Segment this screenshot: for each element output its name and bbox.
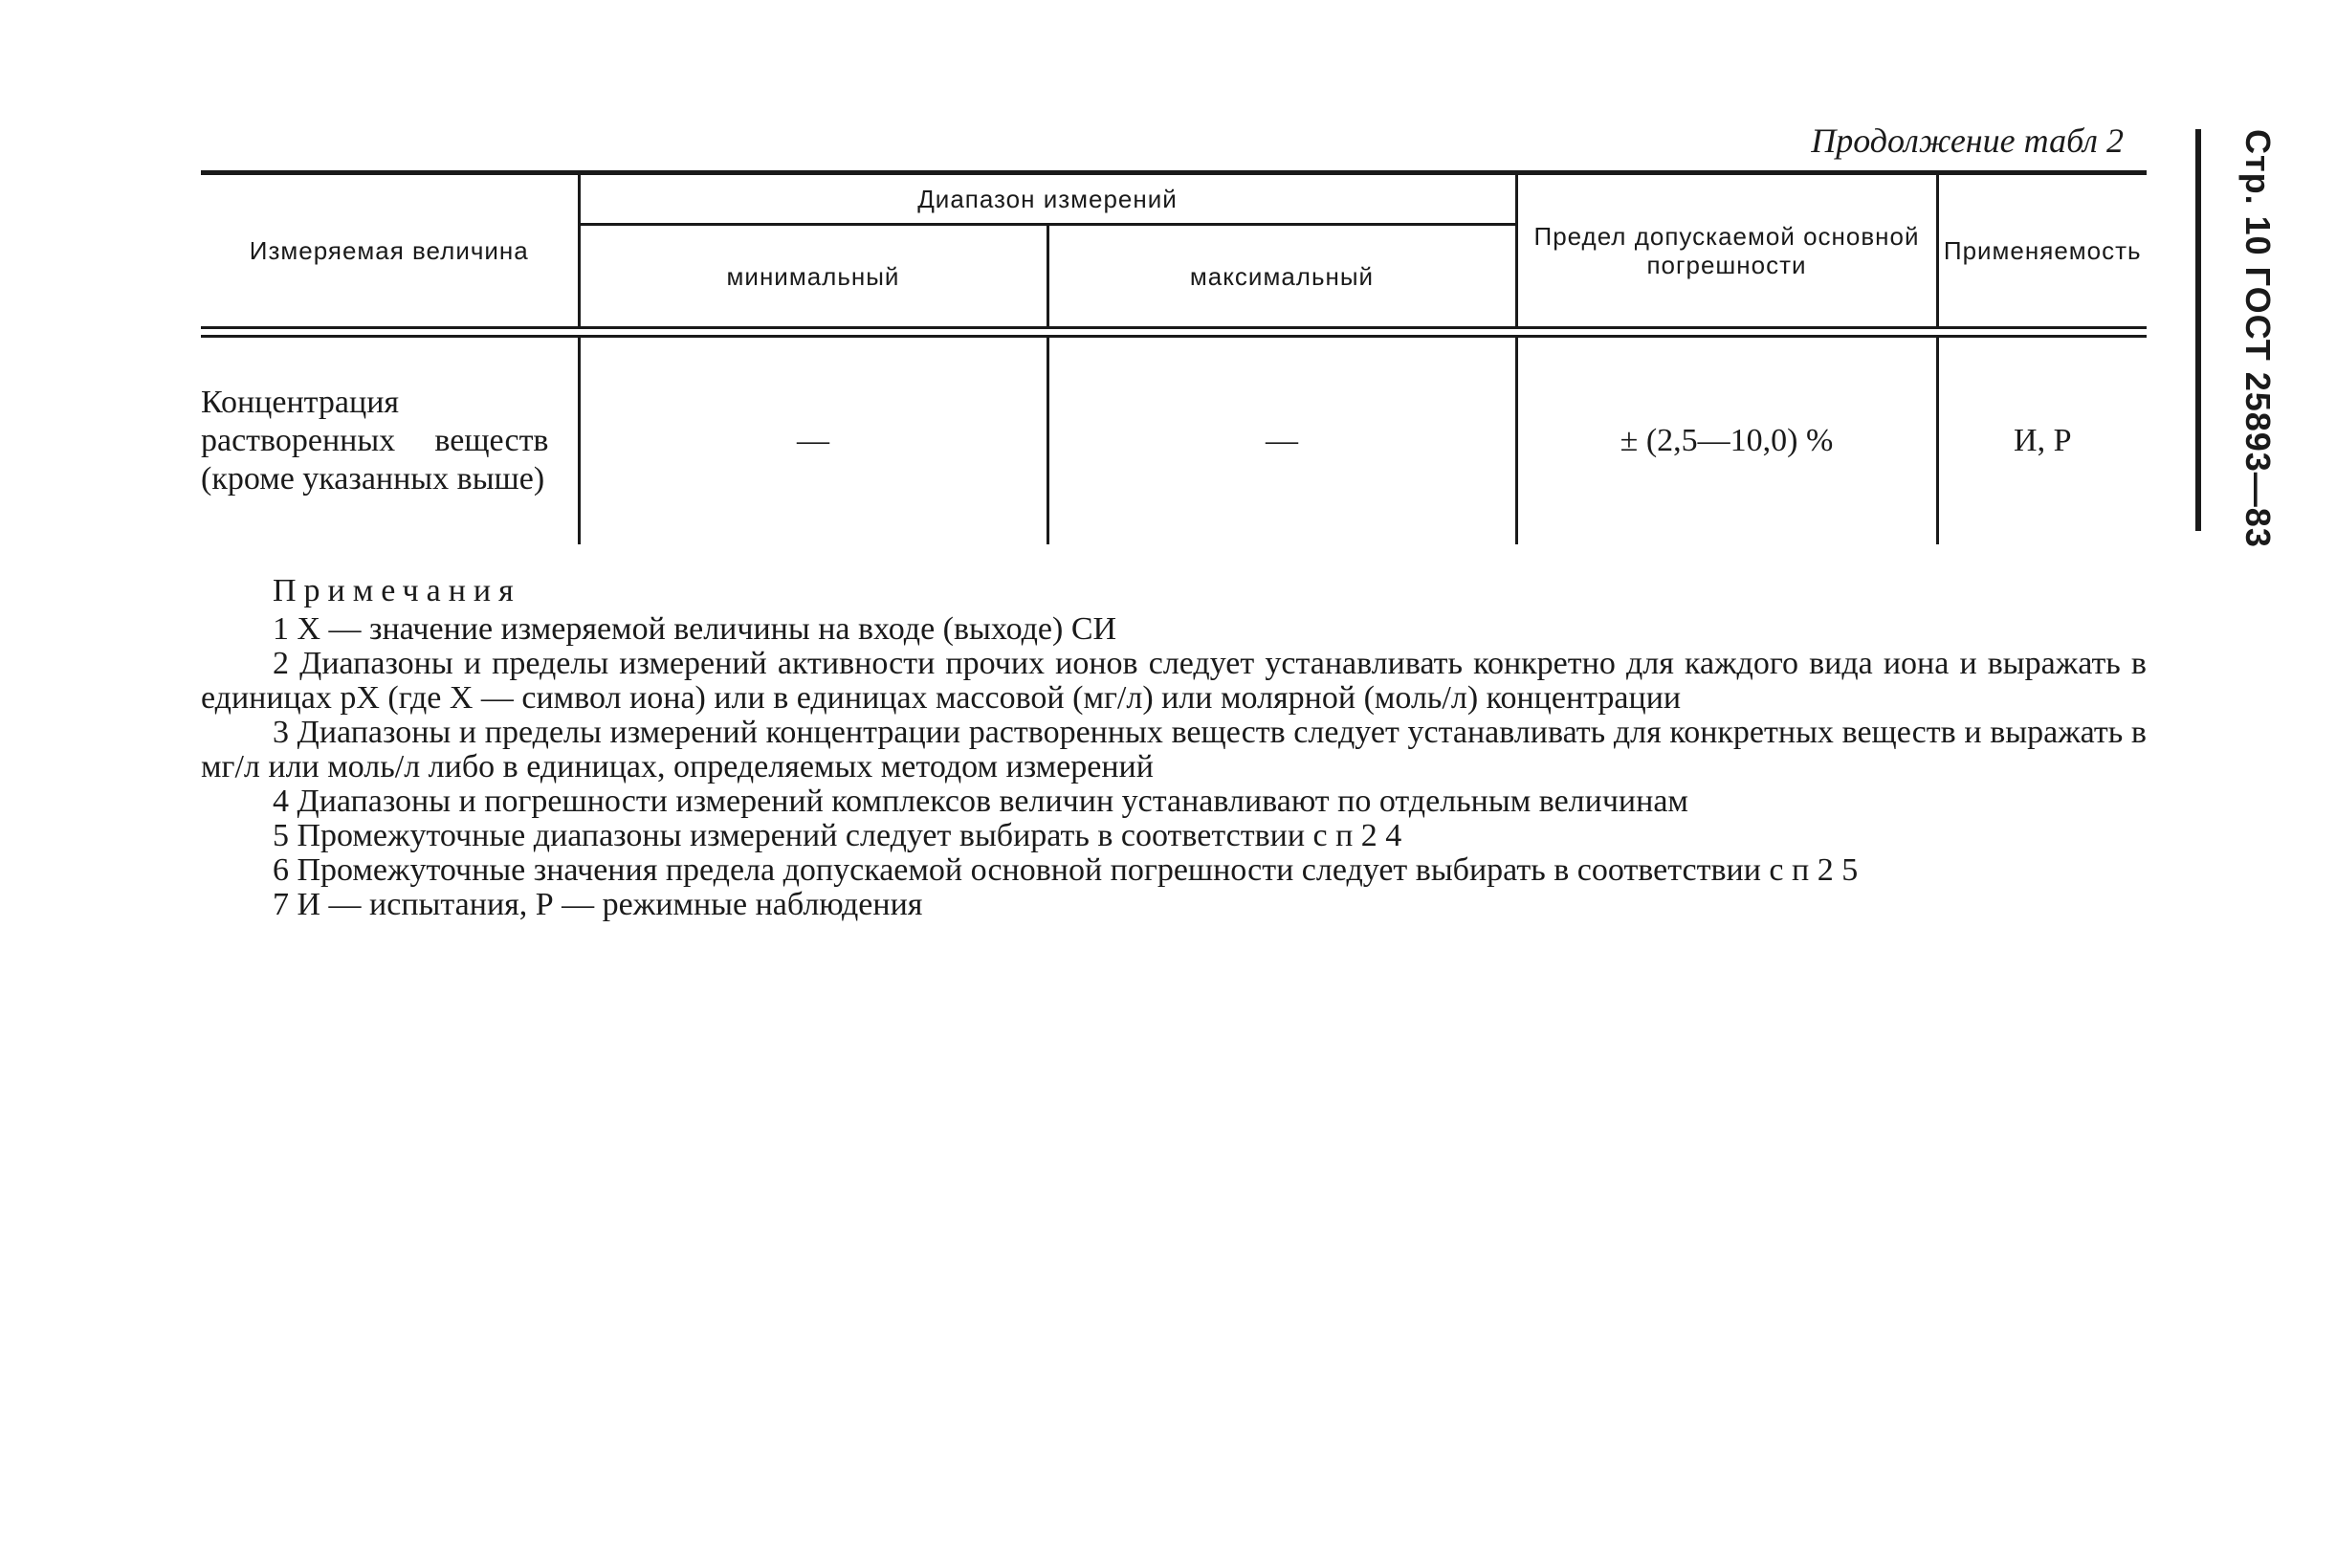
measurement-table	[201, 170, 2147, 544]
note-item: 3 Диапазоны и пределы измерений концентрации растворенных веществ следует устанавливать для конкретных веществ и выражать в мг/л или моль/л либо в единицах, определяемых методом измерений	[201, 715, 2147, 784]
note-item: 1 X — значение измеряемой величины на входе (выходе) СИ	[273, 611, 1117, 647]
table-row	[201, 337, 2147, 545]
cell-applicability: И, Р	[1937, 337, 2147, 545]
cell-minimum: —	[579, 337, 1047, 545]
note-item: 5 Промежуточные диапазоны измерений следует выбирать в соответствии с п 2 4	[273, 818, 1402, 853]
note-item: 6 Промежуточные значения предела допускаемой основной погрешности следует выбирать в соответствии с п 2 5	[273, 852, 1859, 888]
header-double-rule	[201, 328, 2147, 337]
cell-maximum: —	[1047, 337, 1516, 545]
cell-quantity: Концентрация растворенных веществ (кроме указанных выше)	[201, 385, 549, 497]
notes-title: Примечания	[273, 573, 521, 608]
table-continuation-label: Продолжение табл 2	[1811, 121, 2124, 160]
header-minimum: минимальный	[579, 225, 1047, 328]
note-item: 7 И — испытания, Р — режимные наблюдения	[273, 887, 923, 922]
note-item: 4 Диапазоны и погрешности измерений комплексов величин устанавливают по отдельным величинам	[273, 784, 1688, 819]
note-item: 2 Диапазоны и пределы измерений активности прочих ионов следует устанавливать конкретно для каждого вида иона и выражать в единицах pX (где X — символ иона) или в единицах массовой (мг/л) или молярной (моль/л) концентрации	[201, 646, 2147, 716]
header-error-limit: Предел допускаемой основной погрешности	[1516, 173, 1937, 328]
table-header-row	[201, 173, 2147, 225]
side-page-header	[2195, 129, 2306, 548]
cell-error-limit: ± (2,5—10,0) %	[1516, 337, 1937, 545]
header-range: Диапазон измерений	[579, 173, 1516, 225]
header-applicability: Применяемость	[1937, 173, 2147, 328]
side-page-header-text: Стр. 10 ГОСТ 25893—83	[2238, 129, 2278, 548]
header-quantity: Измеряемая величина	[201, 173, 579, 328]
header-maximum: максимальный	[1047, 225, 1516, 328]
notes-section	[201, 574, 2147, 922]
